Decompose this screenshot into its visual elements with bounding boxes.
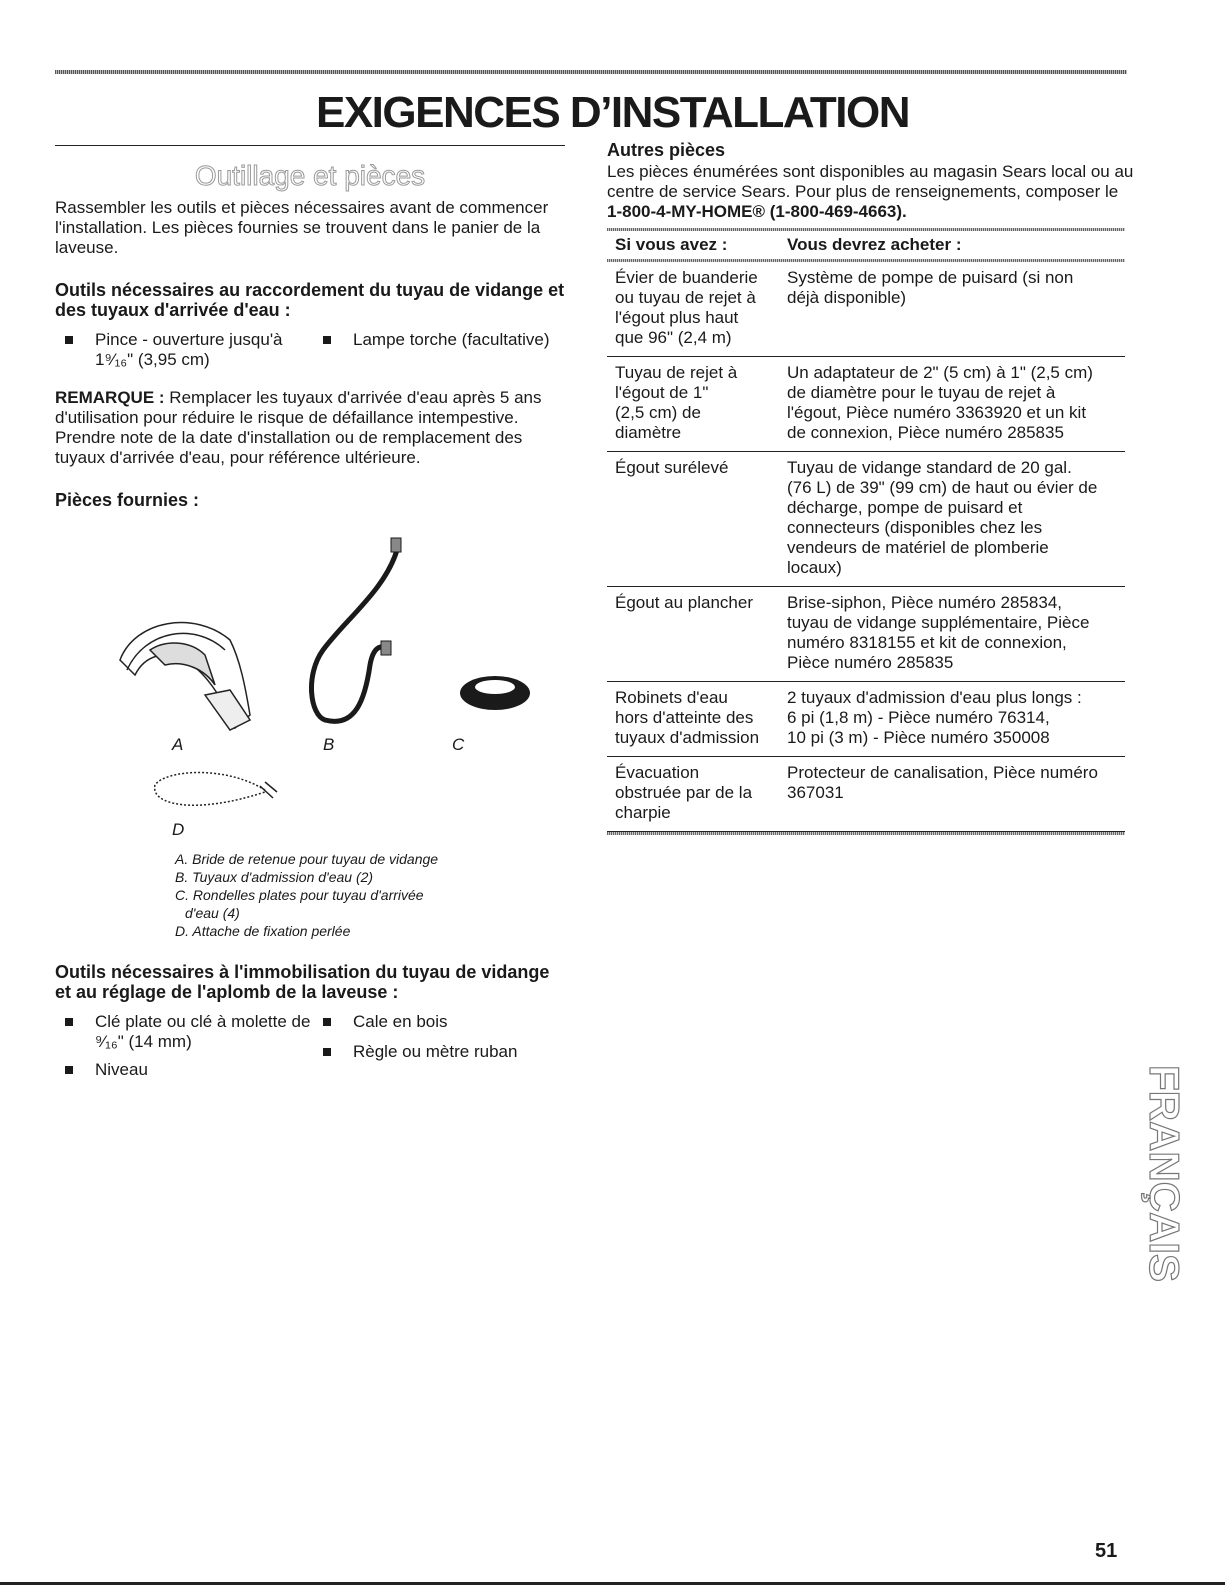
figure-captions: A. Bride de retenue pour tuyau de vidange B. Tuyaux d'admission d'eau (2) C. Rondelles plates pour tuyau d'arrivée d'eau (4) D. Attache de fixation perlée <box>175 851 439 939</box>
table-row: Égout surélevé Tuyau de vidange standard de 20 gal. (76 L) de 39" (99 cm) de haut ou évier de décharge, pompe de puisard et connecteurs (disponibles chez les vendeurs de matériel de plomberie locaux) <box>607 452 1125 587</box>
table-row: Robinets d'eau hors d'atteinte des tuyaux d'admission 2 tuyaux d'admission d'eau plus longs : 6 pi (1,8 m) - Pièce numéro 76314, 10 pi (3 m) - Pièce numéro 350008 <box>607 682 1125 757</box>
figure-label-c: C <box>452 735 465 754</box>
side-tab-label: FRANÇAIS <box>1141 1065 1188 1282</box>
note-paragraph: REMARQUE : Remplacer les tuyaux d'arrivée d'eau après 5 ans d'utilisation pour réduire le risque de défaillance intempestive. Prendre note de la date d'installation ou de remplacement des tuyaux d'arrivée d'eau, pour référence ultérieure. <box>55 388 542 467</box>
table-header <box>607 231 1125 259</box>
bullet-icon <box>65 1066 73 1074</box>
section-title: Outillage et pièces <box>194 160 426 191</box>
list-item: Clé plate ou clé à molette de ⁹⁄₁₆" (14 mm) <box>55 1012 313 1052</box>
bullet-icon <box>65 336 73 344</box>
other-parts-intro: Les pièces énumérées sont disponibles au magasin Sears local ou au centre de service Sears. Pour plus de renseignements, composer le 1-800-4-MY-HOME® (1-800-469-4663). <box>607 162 1134 221</box>
list-item: Niveau <box>55 1060 313 1080</box>
table-row: Égout au plancher Brise-siphon, Pièce numéro 285834, tuyau de vidange supplémentaire, Pièce numéro 8318155 et kit de connexion, Pièce numéro 285835 <box>607 587 1125 682</box>
page-title: EXIGENCES D’INSTALLATION <box>315 88 910 137</box>
parts-illustration <box>55 510 565 840</box>
parts-heading: Pièces fournies : <box>55 490 200 510</box>
drain-hose-bracket-icon <box>120 623 250 730</box>
beaded-strap-icon <box>155 773 277 806</box>
bullet-icon <box>323 336 331 344</box>
figure-label-d: D <box>172 820 185 839</box>
table-bottom-rule <box>607 832 1125 835</box>
parts-drawing <box>55 510 565 840</box>
tools2-list <box>55 1012 565 1080</box>
side-tab <box>1138 1065 1188 1355</box>
list-item: Règle ou mètre ruban <box>313 1042 517 1062</box>
table-header-buy: Vous devrez acheter : <box>787 235 962 254</box>
tools-list <box>55 330 565 370</box>
left-column <box>55 145 565 1080</box>
list-item: Cale en bois <box>313 1012 517 1032</box>
inlet-hose-icon <box>311 538 401 721</box>
figure-label-b: B <box>323 735 335 754</box>
bullet-icon <box>65 1018 73 1026</box>
tools-heading: Outils nécessaires au raccordement du tuyau de vidange et des tuyaux d'arrivée d'eau : <box>55 280 565 320</box>
tools2-heading: Outils nécessaires à l'immobilisation du tuyau de vidange et au réglage de l'aplomb de la laveuse : <box>55 962 550 1002</box>
bullet-icon <box>323 1018 331 1026</box>
flat-washer-icon <box>460 676 530 710</box>
figure-label-a: A <box>172 735 184 754</box>
table-row: Évacuation obstruée par de la charpie Protecteur de canalisation, Pièce numéro 367031 <box>607 757 1125 832</box>
top-rule <box>55 70 1127 74</box>
table-header-have: Si vous avez : <box>615 235 728 254</box>
parts-table <box>607 228 1125 835</box>
table-row: Évier de buanderie ou tuyau de rejet à l'égout plus haut que 96" (2,4 m) Système de pompe de puisard (si non déjà disponible) <box>607 262 1125 357</box>
other-parts-heading: Autres pièces <box>607 140 726 160</box>
table-row: Tuyau de rejet à l'égout de 1" (2,5 cm) de diamètre Un adaptateur de 2" (5 cm) à 1" (2,5 cm) de diamètre pour le tuyau de rejet à l'égout, Pièce numéro 3363920 et un kit de connexion, Pièce numéro 285835 <box>607 357 1125 452</box>
bullet-icon <box>323 1048 331 1056</box>
list-item: Pince - ouverture jusqu'à 1⁹⁄₁₆" (3,95 cm) <box>55 330 313 370</box>
list-item: Lampe torche (facultative) <box>313 330 550 370</box>
section-rule <box>55 145 565 146</box>
intro-text: Rassembler les outils et pièces nécessaires avant de commencer l'installation. Les pièces fournies se trouvent dans le panier de la laveuse. <box>55 198 549 257</box>
right-column <box>607 140 1137 835</box>
page-number: 51 <box>1095 1540 1118 1562</box>
